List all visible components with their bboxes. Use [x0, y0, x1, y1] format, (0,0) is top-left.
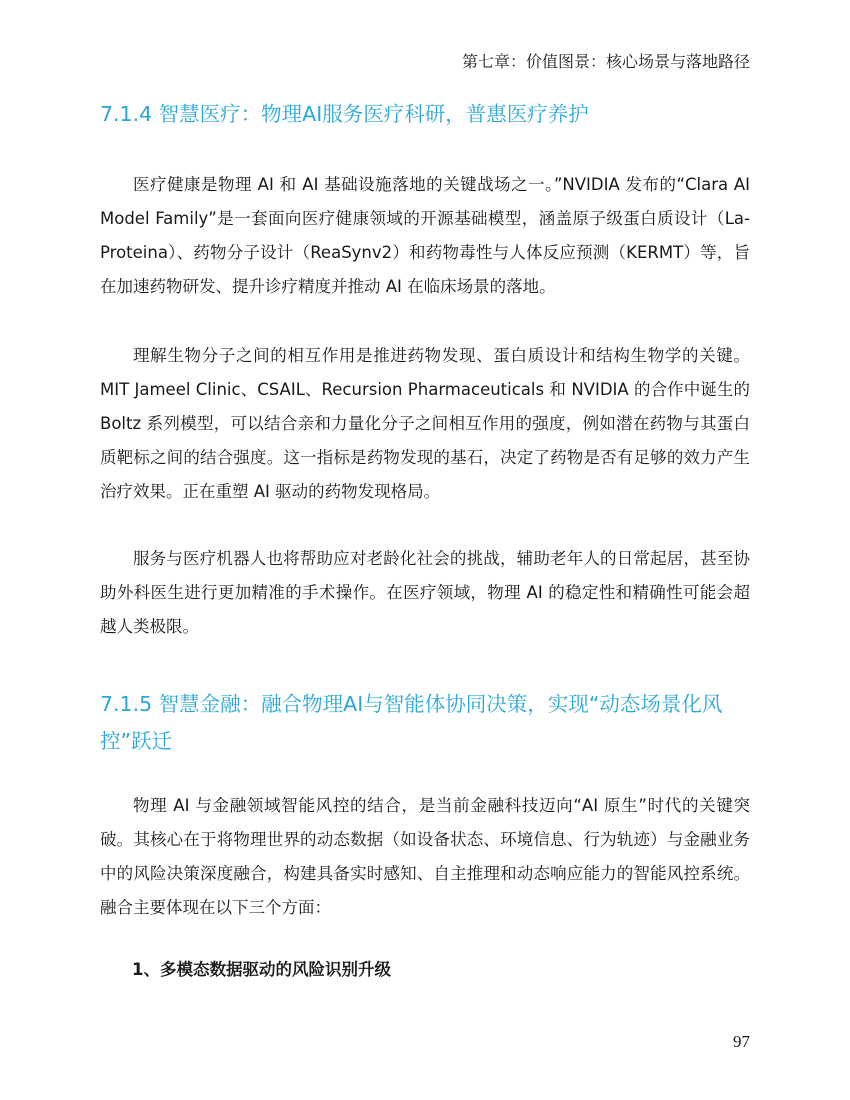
- running-header-chapter-title: 第七章：价值图景：核心场景与落地路径: [461, 52, 750, 71]
- page-number: 97: [733, 1032, 750, 1051]
- paragraph-healthcare-boltz: 理解生物分子之间的相互作用是推进药物发现、蛋白质设计和结构生物学的关键。MIT Jameel Clinic、CSAIL、Recursion Pharmaceuticals 和 NVIDIA 的合作中诞生的 Boltz 系列模型，可以结合亲和力量化分子之间相互作用的强度，例如潜在药物与其蛋白质靶标之间的结合强度。这一指标是药物发现的基石，决定了药物是否有足够的效力产生治疗效果。正在重塑 AI 驱动的药物发现格局。: [100, 346, 750, 501]
- paragraph-finance-risk-control: 物理 AI 与金融领域智能风控的结合，是当前金融科技迈向“AI 原生”时代的关键突破。其核心在于将物理世界的动态数据（如设备状态、环境信息、行为轨迹）与金融业务中的风险决策深度融合，构建具备实时感知、自主推理和动态响应能力的智能风控系统。融合主要体现在以下三个方面：: [100, 796, 750, 917]
- subheading-multimodal-risk: 1、多模态数据驱动的风险识别升级: [132, 960, 391, 979]
- section-heading-smart-healthcare: 7.1.4 智慧医疗：物理AI服务医疗科研，普惠医疗养护: [100, 102, 589, 126]
- paragraph-healthcare-robots: 服务与医疗机器人也将帮助应对老龄化社会的挑战，辅助老年人的日常起居，甚至协助外科医生进行更加精准的手术操作。在医疗领域，物理 AI 的稳定性和精确性可能会超越人类极限。: [100, 549, 750, 636]
- section-heading-smart-finance: 7.1.5 智慧金融：融合物理AI与智能体协同决策，实现“动态场景化风控”跃迁: [100, 692, 723, 753]
- paragraph-healthcare-clara: 医疗健康是物理 AI 和 AI 基础设施落地的关键战场之一。”NVIDIA 发布的“Clara AI Model Family”是一套面向医疗健康领域的开源基础模型，涵盖原子级蛋白质设计（La-Proteina）、药物分子设计（ReaSynv2）和药物毒性与人体反应预测（KERMT）等，旨在加速药物研发、提升诊疗精度并推动 AI 在临床场景的落地。: [100, 175, 750, 296]
